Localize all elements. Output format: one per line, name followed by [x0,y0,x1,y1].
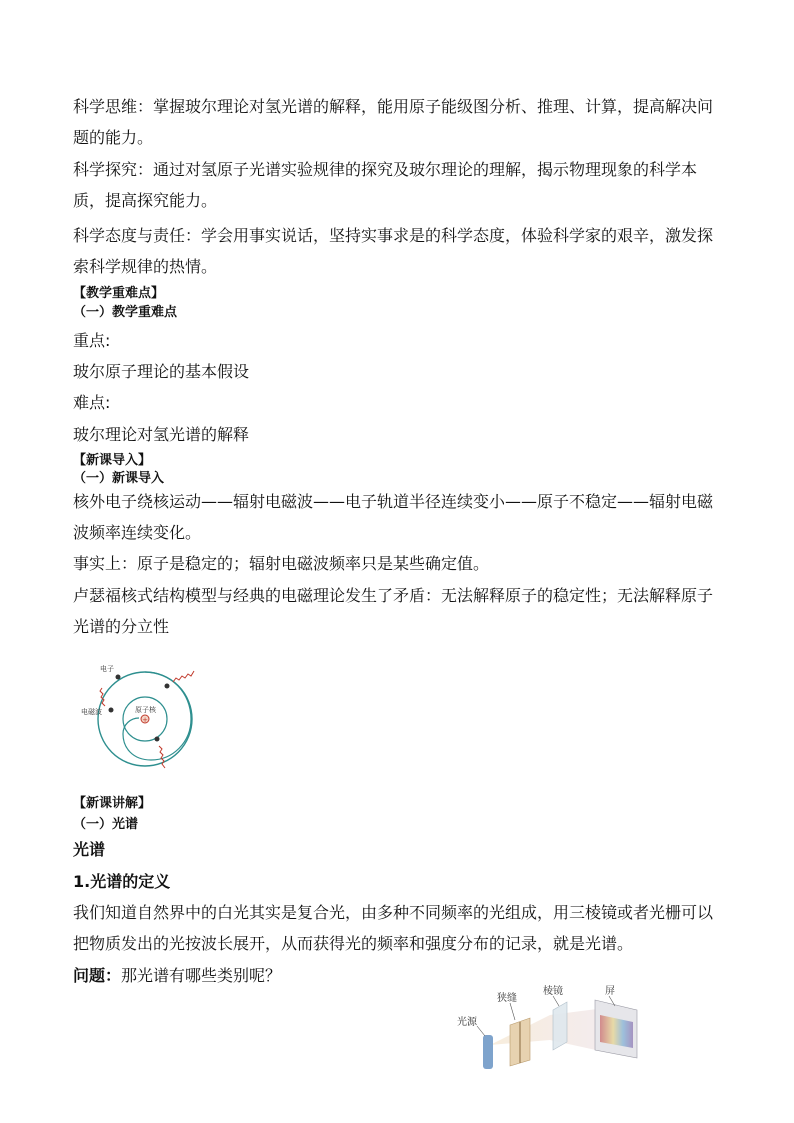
spectrum-definition-text: 我们知道自然界中的白光其实是复合光，由多种不同频率的光组成，用三棱镜或者光栅可以把物质发出的光按波长展开，从而获得光的频率和强度分布的记录，就是光谱。 [73,903,714,953]
intro-subheading: （一）新课导入 [73,471,165,486]
label-source: 光源 [457,1017,477,1028]
difficulty-text: 玻尔理论对氢光谱的解释 [73,425,250,444]
spiral-path [123,672,191,760]
electron-dot-left [109,708,114,713]
objective-attitude: 科学态度与责任：学会用事实说话，坚持实事求是的科学态度，体验科学家的艰辛，激发探索科学规律的热情。 [73,226,714,276]
intro-paragraph-2: 事实上：原子是稳定的；辐射电磁波频率只是某些确定值。 [73,554,490,573]
electron-dot-bottom [155,737,160,742]
focus-text: 玻尔原子理论的基本假设 [73,362,250,381]
label-em-wave: 电磁波 [81,708,102,716]
focus-label: 重点: [73,331,111,350]
electron-dot-right [165,684,170,689]
electron-dot-top [116,675,121,680]
key-points-subheading: （一）教学重难点 [73,305,178,320]
slit-pointer [510,1003,515,1020]
label-electron: 电子 [100,665,114,673]
objective-thinking: 科学思维：掌握玻尔理论对氢光谱的解释，能用原子能级图分析、推理、计算，提高解决问题的能力。 [73,97,714,147]
lecture-heading: 【新课讲解】 [73,796,152,811]
atom-spiral-figure [73,648,203,783]
intro-paragraph-3: 卢瑟福核式结构模型与经典的电磁理论发生了矛盾：无法解释原子的稳定性；无法解释原子光谱的分立性 [73,586,714,636]
prism-shape [553,1002,567,1050]
intro-heading: 【新课导入】 [73,453,152,468]
source-pointer [477,1026,485,1036]
em-wave-bottom [159,746,165,768]
intro-paragraph-1: 核外电子绕核运动——辐射电磁波——电子轨道半径连续变小——原子不稳定——辐射电磁波频率连续变化。 [73,492,714,542]
objective-inquiry: 科学探究：通过对氢原子光谱实验规律的探究及玻尔理论的理解，揭示物理现象的科学本质，提高探究能力。 [73,160,698,210]
difficulty-label: 难点: [73,393,111,412]
nucleus-plus: + [142,716,148,724]
label-screen: 屏 [605,986,615,997]
key-points-heading: 【教学重难点】 [73,286,165,301]
label-nucleus: 原子核 [135,706,156,714]
em-wave-top [173,671,194,682]
question-text: 那光谱有哪些类别呢？ [121,966,282,985]
spectroscope-figure [455,980,645,1072]
spectrum-definition-title: 1.光谱的定义 [73,872,171,891]
question-label: 问题： [73,966,122,985]
light-source [483,1035,493,1069]
label-slit: 狭缝 [497,993,517,1004]
spectrum-topic: 光谱 [73,840,106,859]
lecture-subheading: （一）光谱 [73,817,139,832]
label-prism: 棱镜 [543,986,563,997]
prism-pointer [553,996,559,1006]
